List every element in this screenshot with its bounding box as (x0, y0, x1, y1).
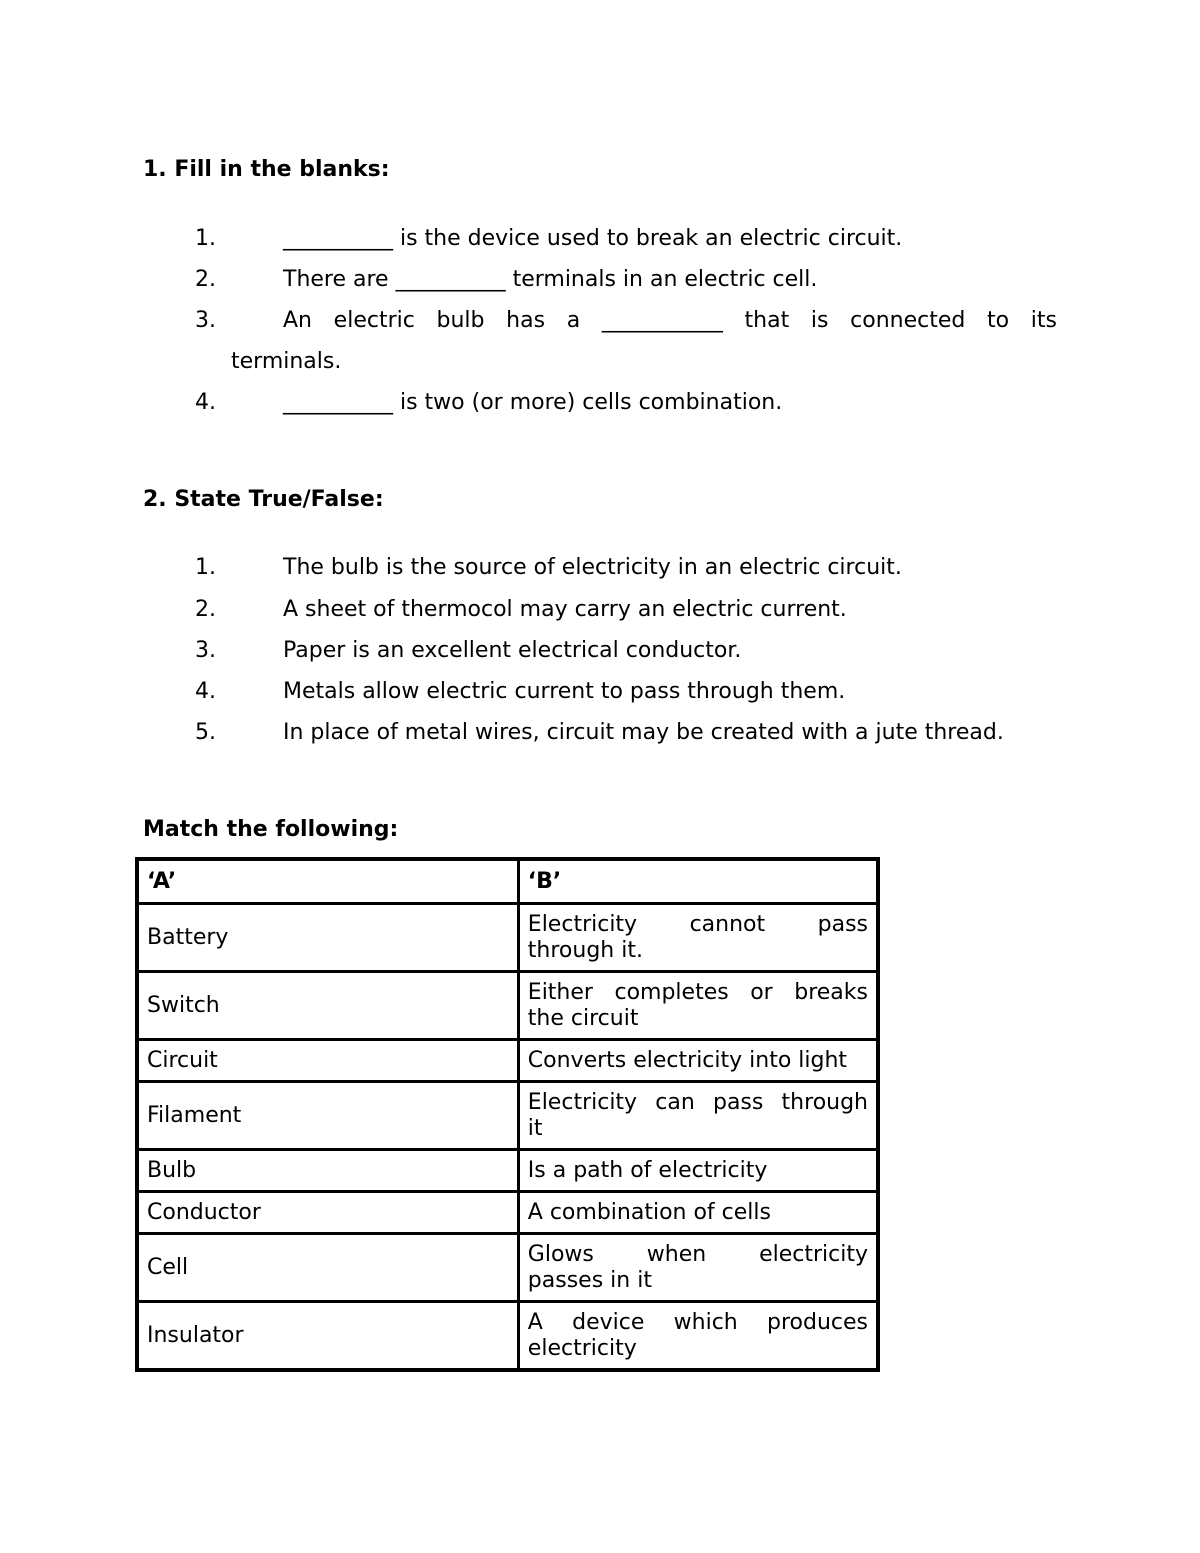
item-number: 3. (195, 308, 216, 333)
table-row (137, 1082, 878, 1150)
cell-a: Switch (137, 972, 518, 1040)
cell-b-line: Converts electricity into light (527, 1047, 848, 1073)
item-text: A sheet of thermocol may carry an electric current. (283, 597, 847, 622)
item-number: 1. (195, 226, 216, 251)
item-text-continuation: terminals. (231, 349, 342, 374)
cell-b-line: Electricity cannot pass (527, 911, 868, 937)
cell-b-line: A combination of cells (527, 1199, 771, 1225)
table-row (137, 904, 878, 972)
cell-b (518, 1082, 878, 1150)
cell-b-line: it (527, 1115, 543, 1141)
cell-b-line: passes in it (527, 1267, 652, 1293)
column-b-header: ‘B’ (518, 859, 878, 904)
item-number: 2. (195, 267, 216, 292)
item-text: Paper is an excellent electrical conductor. (283, 638, 742, 663)
cell-b (518, 1234, 878, 1302)
cell-a: Battery (137, 904, 518, 972)
cell-a: Bulb (137, 1150, 518, 1192)
section3-heading: Match the following: (143, 817, 399, 842)
column-a-header: ‘A’ (137, 859, 518, 904)
item-number: 2. (195, 597, 216, 622)
table-row (137, 1040, 878, 1082)
cell-b-line: Is a path of electricity (527, 1157, 768, 1183)
cell-a: Circuit (137, 1040, 518, 1082)
cell-a: Conductor (137, 1192, 518, 1234)
table-row (137, 1150, 878, 1192)
cell-a: Insulator (137, 1302, 518, 1371)
cell-b (518, 972, 878, 1040)
item-number: 3. (195, 638, 216, 663)
item-text: __________ is two (or more) cells combination. (283, 390, 783, 415)
cell-b-line: electricity (527, 1335, 637, 1361)
table-row (137, 1192, 878, 1234)
cell-b-line: through it. (527, 937, 643, 963)
cell-b (518, 904, 878, 972)
table-header-row (137, 859, 878, 904)
cell-b-line: A device which produces (527, 1309, 868, 1335)
cell-b (518, 1150, 878, 1192)
item-text: __________ is the device used to break an electric circuit. (283, 226, 903, 251)
table-row (137, 972, 878, 1040)
cell-b-line: Glows when electricity (527, 1241, 868, 1267)
item-text: There are __________ terminals in an electric cell. (283, 267, 818, 292)
item-text: An electric bulb has a ___________ that is connected to its (283, 308, 1057, 333)
cell-b (518, 1302, 878, 1371)
cell-a: Filament (137, 1082, 518, 1150)
item-text: The bulb is the source of electricity in an electric circuit. (283, 555, 902, 580)
item-number: 5. (195, 720, 216, 745)
table-row (137, 1302, 878, 1371)
match-table (135, 857, 880, 1372)
cell-b-line: Electricity can pass through (527, 1089, 868, 1115)
section2-heading: 2. State True/False: (143, 487, 384, 512)
cell-a: Cell (137, 1234, 518, 1302)
section1-heading: 1. Fill in the blanks: (143, 157, 390, 182)
item-number: 4. (195, 390, 216, 415)
table-row (137, 1234, 878, 1302)
item-text: In place of metal wires, circuit may be created with a jute thread. (283, 720, 1004, 745)
item-text: Metals allow electric current to pass through them. (283, 679, 846, 704)
cell-b (518, 1192, 878, 1234)
cell-b-line: Either completes or breaks (527, 979, 868, 1005)
item-number: 4. (195, 679, 216, 704)
cell-b (518, 1040, 878, 1082)
item-number: 1. (195, 555, 216, 580)
cell-b-line: the circuit (527, 1005, 639, 1031)
